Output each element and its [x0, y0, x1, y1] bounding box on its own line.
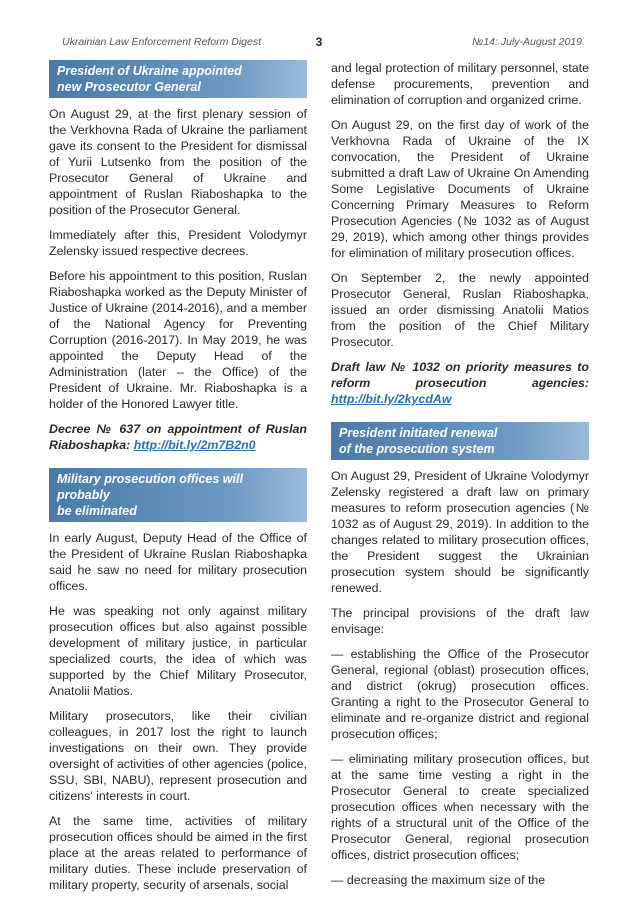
paragraph: On August 29, President of Ukraine Volodymyr Zelensky registered a draft law on primary measures to reform prosecution agencies (№ 1032 as of August 29, 2019). In addition to the changes related to military prosecution offices, the President suggest the Ukrainian prosecution system should be significantly renewed.: [331, 469, 589, 595]
paragraph: On August 29, on the first day of work of the Verkhovna Rada of Ukraine of the IX convocation, the President of Ukraine submitted a draft Law of Ukraine On Amending Some Legislative Documents of Ukraine Concerning Primary Measures to Reform Prosecution Agencies (№ 1032 as of August 29, 2019), which among other things provides for elimination of military prosecution offices.: [331, 118, 589, 260]
decree-citation: [49, 421, 307, 453]
heading-line: Military prosecution offices will probably: [57, 472, 243, 502]
section-heading-appointment: [49, 60, 307, 98]
citation-text: Draft law № 1032 on priority measures to reform prosecution agencies:: [331, 360, 589, 390]
paragraph: Immediately after this, President Volodymyr Zelensky issued respective decrees.: [49, 228, 307, 258]
paragraph: Military prosecutors, like their civilian colleagues, in 2017 lost the right to launch investigations on their own. They provide oversight of activities of other agencies (police, SSU, SBI, NABU), represent prosecution and citizens' interests in court.: [49, 709, 307, 803]
section-heading-renewal: [331, 422, 589, 460]
paragraph: — decreasing the maximum size of the: [331, 873, 546, 887]
draft-law-link[interactable]: http://bit.ly/2kycdAw: [331, 392, 452, 406]
paragraph: Before his appointment to this position, Ruslan Riaboshapka worked as the Deputy Minister of Justice of Ukraine (2014-2016), and a member of the National Agency for Preventing Corruption (2016-2017). In May 2019, he was appointed the Deputy Head of the Administration (later – the Office) of the President of Ukraine. Mr. Riaboshapka is a holder of the Honored Lawyer title.: [49, 269, 307, 411]
paragraph: — establishing the Office of the Prosecutor General, regional (oblast) prosecution offices, and district (okrug) prosecution offices. Granting a right to the Prosecutor General to eliminate and re-organize district and regional prosecution offices;: [331, 647, 589, 741]
paragraph: On September 2, the newly appointed Prosecutor General, Ruslan Riaboshapka, issued an order dismissing Anatolii Matios from the position of the Chief Military Prosecutor.: [331, 271, 589, 349]
paragraph: On August 29, at the first plenary session of the Verkhovna Rada of Ukraine the parliament gave its consent to the President for dismissal of Yurii Lutsenko from the position of the Prosecutor General of Ukraine and appointment of Ruslan Riaboshapka to the position of the Prosecutor General.: [49, 107, 307, 217]
section-heading-military: [49, 468, 307, 522]
paragraph: In early August, Deputy Head of the Office of the President of Ukraine Ruslan Riaboshapka said he saw no need for military prosecution offices.: [49, 531, 307, 593]
draft-law-citation: [331, 359, 589, 407]
decree-link[interactable]: http://bit.ly/2m7B2n0: [133, 438, 256, 452]
paragraph: At the same time, activities of military prosecution offices should be aimed in the first place at the areas related to performance of military duties. These include preservation of military property, security of arsenals, social: [49, 814, 307, 892]
heading-line: President of Ukraine appointed: [57, 64, 242, 78]
paragraph: He was speaking not only against military prosecution offices but also against possible development of military justice, in particular specialized courts, the idea of which was supported by the Chief Military Prosecutor, Anatolii Matios.: [49, 604, 307, 698]
paragraph: The principal provisions of the draft law envisage:: [331, 606, 589, 636]
heading-line: be eliminated: [57, 504, 137, 518]
heading-line: President initiated renewal: [339, 426, 498, 440]
heading-line: of the prosecution system: [339, 442, 495, 456]
heading-line: new Prosecutor General: [57, 80, 201, 94]
citation-text: Decree № 637 on appointment of Ruslan Riaboshapka:: [49, 422, 307, 452]
right-column: [331, 60, 589, 897]
paragraph: and legal protection of military personnel, state defense procurements, prevention and elimination of corruption and organized crime.: [331, 61, 589, 107]
digest-title: Ukrainian Law Enforcement Reform Digest: [62, 36, 261, 48]
page-number: 3: [315, 35, 323, 49]
left-column: [49, 60, 307, 902]
paragraph: — eliminating military prosecution offices, but at the same time vesting a right in the Prosecutor General to create specialized prosecution offices when necessary with the rights of a structural unit of the Office of the Prosecutor General, regional prosecution offices, district prosecution offices;: [331, 752, 589, 862]
issue-label: №14: July-August 2019: [471, 36, 582, 48]
